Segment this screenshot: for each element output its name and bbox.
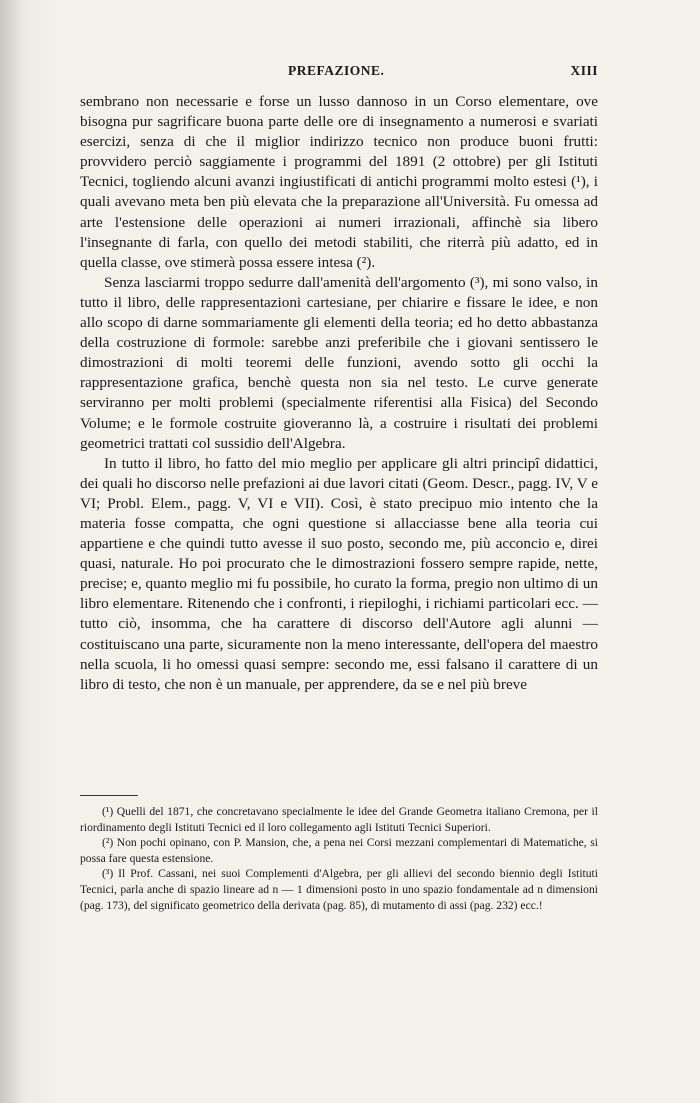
footnotes [80,804,598,913]
footnote: (¹) Quelli del 1871, che concretavano specialmente le idee del Grande Geometra italiano Cremona, per il riordinamento degli Istituti Tecnici ed il loro collegamento agli Istituti Tecnici Superiori. [80,805,598,834]
paragraph: Senza lasciarmi troppo sedurre dall'amenità dell'argomento (³), mi sono valso, in tutto il libro, delle rappresentazioni cartesiane, per chiarire e fissare le idee, e non allo scopo di darne sommariamente gli elementi della teoria; ed ho detto abbastanza della costruzione di formole: sarebbe anzi preferibile che i giovani sentissero le dimostrazioni di molti teoremi delle funzioni, avendo sotto gli occhi la rappresentazione grafica, benchè questa non sia nel testo. Le curve generate serviranno per molti problemi (specialmente riferentisi alla Fisica) del Secondo Volume; e le formole costruite gioveranno là, a costruire i risultati dei problemi geometrici trattati col sussidio dell'Algebra. [80,273,598,452]
footnote: (²) Non pochi opinano, con P. Mansion, che, a pena nei Corsi mezzani complementari di Matematiche, si possa fare questa estensione. [80,836,598,865]
body-text [80,92,598,695]
paragraph: sembrano non necessarie e forse un lusso dannoso in un Corso elementare, ove bisogna pur sagrificare buona parte delle ore di insegnamento a numerosi e svariati esercizi, senza di che il miglior indirizzo tecnico non produce buoni frutti: provvidero perciò saggiamente i programmi del 1891 (2 ottobre) per gli Istituti Tecnici, togliendo alcuni avanzi ingiustificati di antichi programmi molto estesi (¹), i quali avevano meta ben più elevata che la preparazione all'Università. Fu omessa ad arte l'estensione delle operazioni ai numeri irrazionali, affinchè sia libero l'insegnante di farla, con quello dei metodi stabiliti, che riterrà più adatto, ed in quella classe, ove stimerà possa essere intesa (²). [80,93,598,271]
page-number: XIII [570,63,598,78]
running-title: PREFAZIONE. [288,63,385,78]
running-header [80,63,598,83]
page-scan-edge [0,0,60,1103]
footnote: (³) Il Prof. Cassani, nei suoi Complementi d'Algebra, per gli allievi del secondo biennio degli Istituti Tecnici, parla anche di spazio lineare ad n — 1 dimensioni posto in uno spazio fondamentale ad n dimensioni (pag. 173), del significato geometrico della derivata (pag. 85), di mutamento di assi (pag. 232) ecc.! [80,867,598,912]
footnote-rule [80,795,138,796]
paragraph: In tutto il libro, ho fatto del mio meglio per applicare gli altri principî didattici, dei quali ho discorso nelle prefazioni ai due lavori citati (Geom. Descr., pagg. IV, V e VI; Probl. Elem., pagg. V, VI e VII). Così, è stato precipuo mio intento che la materia fosse compatta, che ogni questione si allacciasse bene alla teoria cui appartiene e che quindi tutto avesse il suo posto, secondo me, più acconcio e, direi quasi, naturale. Ho poi procurato che le dimostrazioni fossero sempre rapide, nette, precise; e, quanto meglio mi fu possibile, ho curato la forma, pregio non ultimo di un libro elementare. Ritenendo che i confronti, i riepiloghi, i richiami particolari ecc. — tutto ciò, insomma, che ha carattere di discorso dell'Autore agli alunni — costituiscano una parte, sicuramente non la meno interessante, dell'opera del maestro nella scuola, li ho omessi quasi sempre: secondo me, essi falsano il carattere di un libro di testo, che non è un manuale, per apprendere, da se e nel più breve [80,454,598,693]
